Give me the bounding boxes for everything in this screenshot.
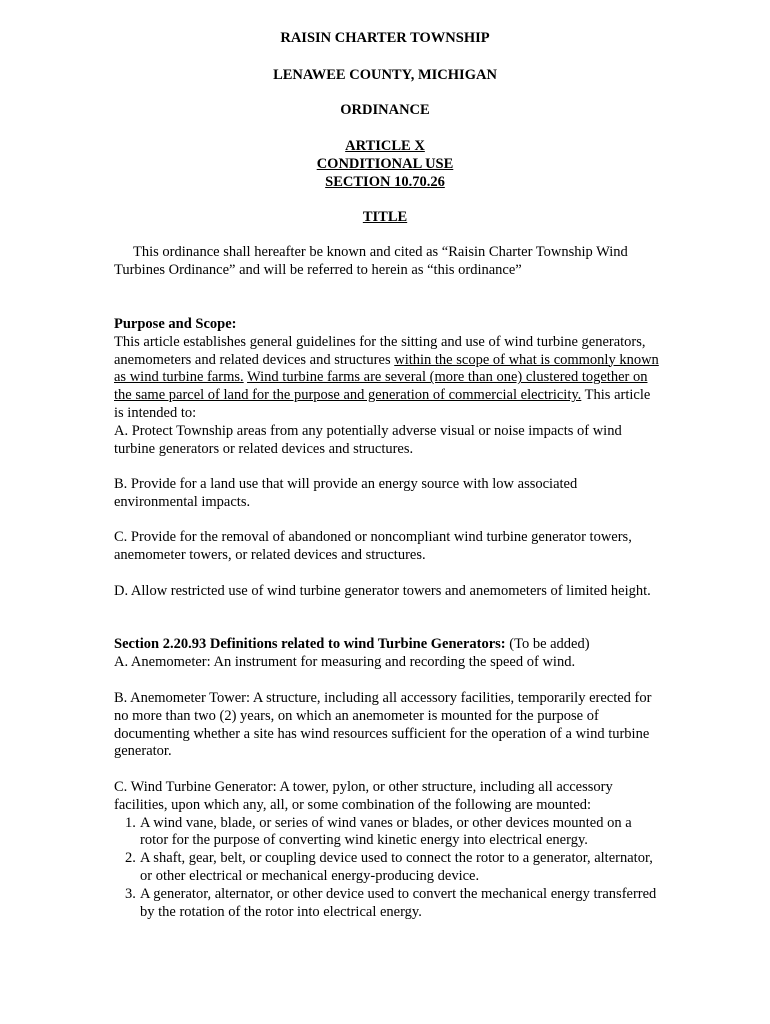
purpose-text-underlined-1: within the scope of what is commonly known as wind turbine farms.: [114, 351, 659, 386]
purpose-item-b: B. Provide for a land use that will provide an energy source with low associated environmental impacts.: [114, 476, 578, 510]
definition-c: C. Wind Turbine Generator: A tower, pylon, or other structure, including all accessory facilities, upon which any, all, or some combination of the following are mounted:: [114, 779, 613, 813]
list-item-number: 3.: [125, 885, 136, 902]
purpose-text-end: This article is intended to:: [114, 387, 651, 421]
purpose-text: [114, 334, 659, 421]
title-paragraph: This ordinance shall hereafter be known and cited as “Raisin Charter Township Wind Turbines Ordinance” and will be referred to herein as “this ordinance”: [114, 244, 628, 278]
purpose-heading: Purpose and Scope:: [114, 316, 237, 332]
definitions-section: [114, 636, 662, 672]
list-item-text: A shaft, gear, belt, or coupling device used to connect the rotor to a generator, alternator, or other electrical or mechanical energy-producing device.: [140, 850, 653, 884]
purpose-item-c: C. Provide for the removal of abandoned or noncompliant wind turbine generator towers, anemometer towers, or related devices and structures.: [114, 529, 632, 563]
list-item-text: A generator, alternator, or other device used to convert the mechanical energy transferred by the rotation of the rotor into electrical energy.: [140, 885, 657, 920]
definitions-note: (To be added): [505, 636, 590, 652]
article-heading: ARTICLE X: [345, 138, 425, 154]
list-item-text: A wind vane, blade, or series of wind vanes or blades, or other devices mounted on a rotor for the purpose of converting wind kinetic energy into electrical energy.: [140, 814, 632, 849]
township-heading: RAISIN CHARTER TOWNSHIP: [280, 30, 490, 46]
definitions-heading: Section 2.20.93 Definitions related to wind Turbine Generators:: [114, 636, 506, 652]
purpose-item-a: A. Protect Township areas from any potentially adverse visual or noise impacts of wind turbine generators or related devices and structures.: [114, 422, 622, 457]
definition-a: A. Anemometer: An instrument for measuring and recording the speed of wind.: [114, 653, 576, 670]
list-item: [114, 850, 662, 886]
wind-turbine-components-list: [114, 815, 662, 922]
list-item-number: 1.: [125, 814, 136, 831]
purpose-section: [114, 316, 662, 458]
title-heading: TITLE: [362, 209, 408, 225]
definition-b: B. Anemometer Tower: A structure, including all accessory facilities, temporarily erected for no more than two (2) years, on which an anemometer is mounted for the purpose of documenting whether a site has wind resources sufficient for the operation of a wind turbine generator.: [114, 690, 652, 760]
ordinance-heading: ORDINANCE: [340, 102, 430, 118]
county-heading: LENAWEE COUNTY, MICHIGAN: [273, 67, 497, 83]
purpose-item-d: D. Allow restricted use of wind turbine generator towers and anemometers of limited height.: [114, 583, 651, 599]
list-item: [114, 886, 662, 922]
section-heading: SECTION 10.70.26: [325, 174, 445, 190]
definition-c-block: [114, 779, 662, 921]
list-item: [114, 815, 662, 851]
list-item-number: 2.: [125, 850, 136, 867]
purpose-text-underlined-2: Wind turbine farms are several (more than one) clustered together on the same parcel of land for the purpose and generation of commercial electricity.: [114, 369, 648, 404]
purpose-text-plain: This article establishes general guidelines for the sitting and use of wind turbine generators, anemometers and related devices and structures: [114, 333, 646, 368]
conditional-use-heading: CONDITIONAL USE: [316, 156, 454, 172]
